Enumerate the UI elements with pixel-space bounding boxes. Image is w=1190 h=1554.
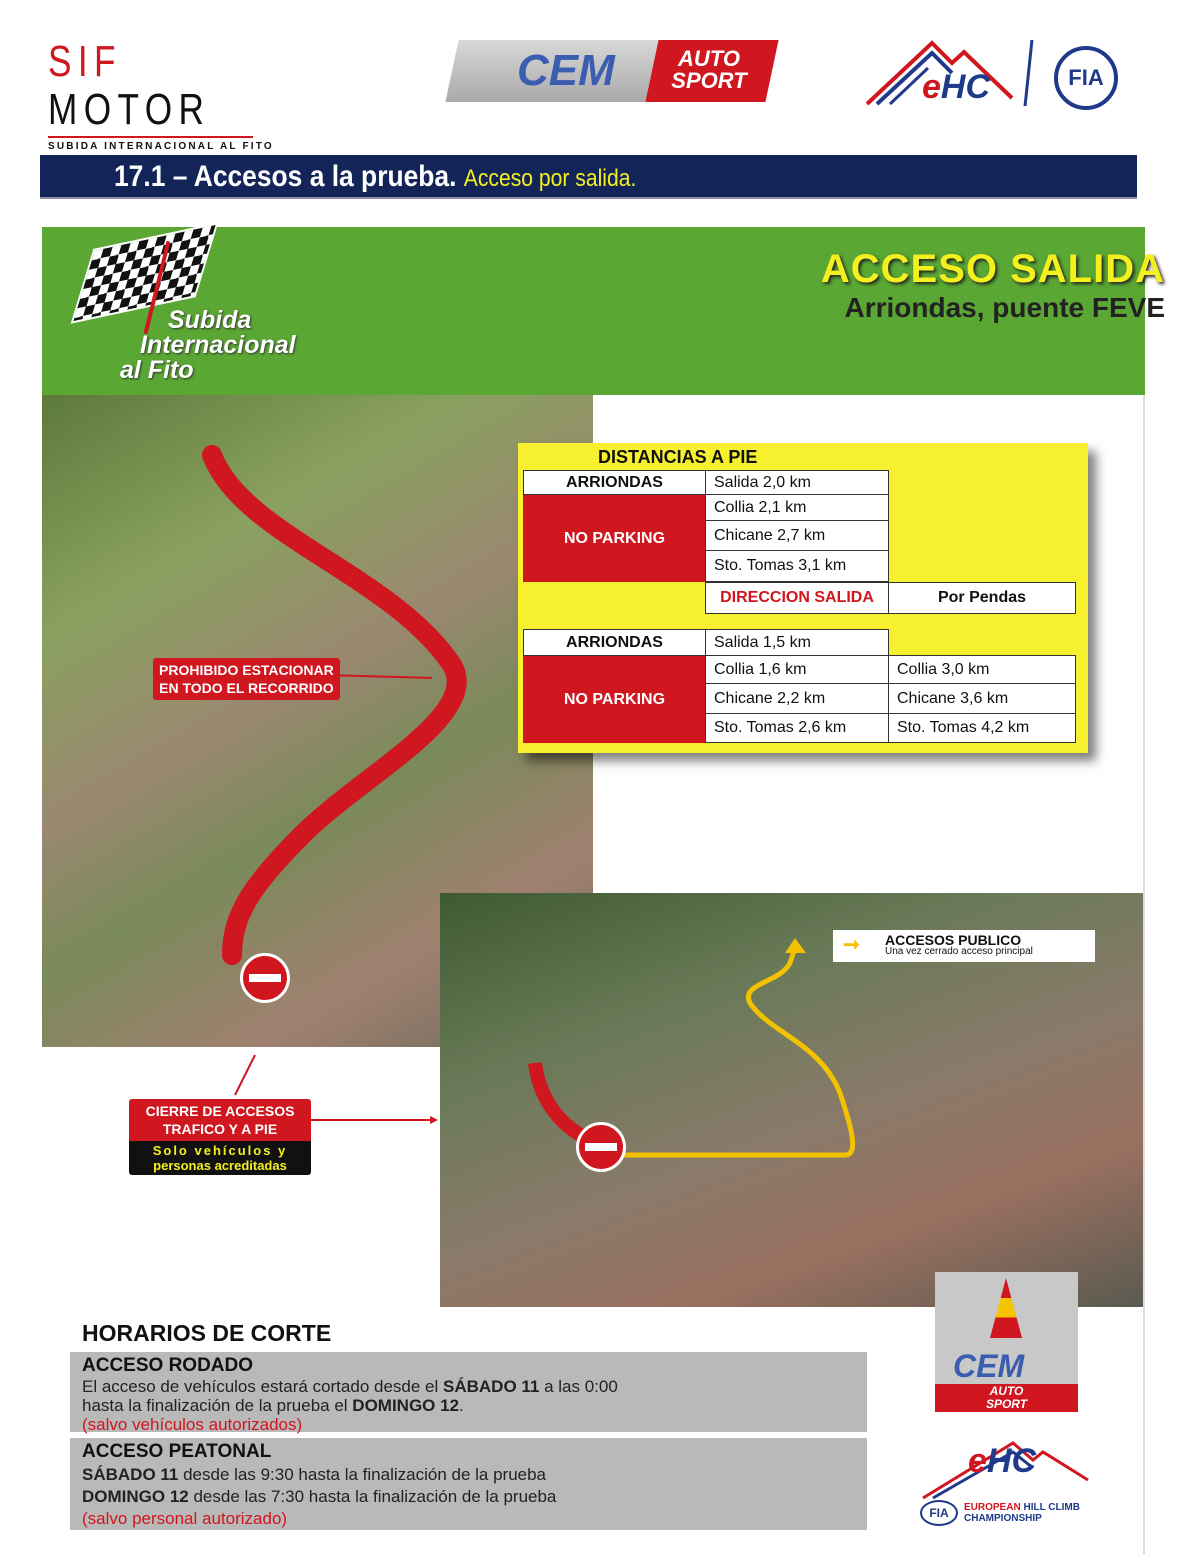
distance-cell: Collia 2,1 km <box>705 494 889 521</box>
location: Arriondas, puente FEVE <box>844 292 1165 323</box>
spain-flag-a-icon <box>990 1278 1022 1338</box>
note: (salvo personal autorizado) <box>82 1509 288 1528</box>
cem-text: CEM <box>953 1348 1025 1384</box>
heading: ACCESO SALIDA <box>820 247 1165 291</box>
bold-date: DOMINGO 12 <box>82 1487 189 1506</box>
ehc-logo-footer <box>918 1440 1098 1530</box>
text: El acceso de vehículos estará cortado desde el <box>82 1377 443 1396</box>
bold-date: DOMINGO 12 <box>352 1396 460 1415</box>
box-title: ACCESO RODADO <box>82 1355 254 1376</box>
box-title: ACCESO PEATONAL <box>82 1441 272 1462</box>
label-line: personas acreditadas <box>153 1158 287 1173</box>
direction-label-cell: DIRECCION SALIDA <box>705 582 889 614</box>
text: . <box>459 1396 464 1415</box>
event-line: Subida <box>168 306 252 334</box>
distance-cell: Chicane 2,2 km <box>705 683 889 714</box>
label-note: Una vez cerrado acceso principal <box>885 946 1033 957</box>
autosport-text: AUTO SPORT <box>671 46 747 93</box>
cem-text: CEM <box>517 46 615 95</box>
distance-cell: Chicane 2,7 km <box>705 520 889 551</box>
ehc-e: e <box>922 68 941 106</box>
direction-value-cell: Por Pendas <box>888 582 1076 614</box>
distance-cell: Sto. Tomas 3,1 km <box>705 550 889 582</box>
fia-logo: FIA <box>1054 46 1118 110</box>
label-line: EN TODO EL RECORRIDO <box>159 680 334 696</box>
distances-table <box>518 443 1088 753</box>
text: EUROPEAN <box>964 1502 1021 1513</box>
acceso-rodado-box <box>70 1352 867 1432</box>
arrow-right-icon: ➞ <box>843 934 860 956</box>
origin-cell: ARRIONDAS <box>523 470 706 495</box>
no-parking-cell: NO PARKING <box>523 495 706 582</box>
accesos-publico-label <box>833 930 1095 962</box>
cierre-label <box>129 1099 311 1175</box>
ehc-hc: HC <box>940 68 991 106</box>
distance-cell: Sto. Tomas 4,2 km <box>888 713 1076 743</box>
no-entry-icon <box>240 953 290 1003</box>
cem-logo-footer <box>935 1272 1078 1412</box>
distance-cell: Collia 3,0 km <box>888 655 1076 684</box>
label-line: CIERRE DE ACCESOS <box>145 1103 295 1119</box>
no-entry-icon <box>576 1122 626 1172</box>
text: desde las 7:30 hasta la finalización de la prueba <box>188 1487 557 1506</box>
cem-autosport-logo <box>452 40 777 102</box>
event-name <box>120 308 296 383</box>
label-line: PROHIBIDO ESTACIONAR <box>159 662 334 678</box>
text: CHAMPIONSHIP <box>964 1513 1042 1524</box>
bold-date: SÁBADO 11 <box>443 1377 540 1396</box>
text: HILL CLIMB <box>1020 1502 1080 1513</box>
distance-cell: Chicane 3,6 km <box>888 683 1076 714</box>
event-line: Internacional <box>140 331 296 359</box>
distance-cell: Salida 2,0 km <box>705 470 889 495</box>
bold-date: SÁBADO 11 <box>82 1465 179 1484</box>
prohibido-label <box>153 658 340 700</box>
page-edge-line <box>1143 395 1145 1554</box>
sif-motor-logo <box>48 37 274 152</box>
text: desde las 9:30 hasta la finalización de la prueba <box>178 1465 547 1484</box>
no-parking-cell: NO PARKING <box>523 656 706 743</box>
logo-subtitle: SUBIDA INTERNACIONAL AL FITO <box>48 141 274 152</box>
note: (salvo vehículos autorizados) <box>82 1415 303 1434</box>
banner-heading <box>665 247 1165 324</box>
distance-cell: Collia 1,6 km <box>705 655 889 684</box>
logo-text: MOTOR <box>48 85 211 134</box>
origin-cell: ARRIONDAS <box>523 629 706 656</box>
acceso-peatonal-box <box>70 1438 867 1530</box>
fia-logo: FIA <box>920 1500 958 1526</box>
section-title-bar <box>40 155 1137 199</box>
text: a las 0:00 <box>539 1377 618 1396</box>
schedule-title: HORARIOS DE CORTE <box>82 1320 332 1346</box>
event-line: al Fito <box>120 356 194 384</box>
section-subtitle: Acceso por salida. <box>463 165 637 192</box>
ehc-fia-logo <box>862 38 1127 108</box>
table-title: DISTANCIAS A PIE <box>598 447 758 467</box>
label-line: TRAFICO Y A PIE <box>162 1121 278 1137</box>
text: hasta la finalización de la prueba el <box>82 1396 353 1415</box>
label-line: Solo vehículos y <box>152 1143 288 1158</box>
ehc-e: e <box>968 1442 987 1480</box>
label-title: ACCESOS PUBLICO <box>885 932 1022 948</box>
logo-text: SIF <box>48 37 122 86</box>
autosport-text: AUTO SPORT <box>935 1384 1078 1412</box>
section-title: 17.1 – Accesos a la prueba. <box>114 160 457 193</box>
ehc-hc: HC <box>986 1442 1037 1480</box>
distance-cell: Salida 1,5 km <box>705 629 889 656</box>
distance-cell: Sto. Tomas 2,6 km <box>705 713 889 743</box>
